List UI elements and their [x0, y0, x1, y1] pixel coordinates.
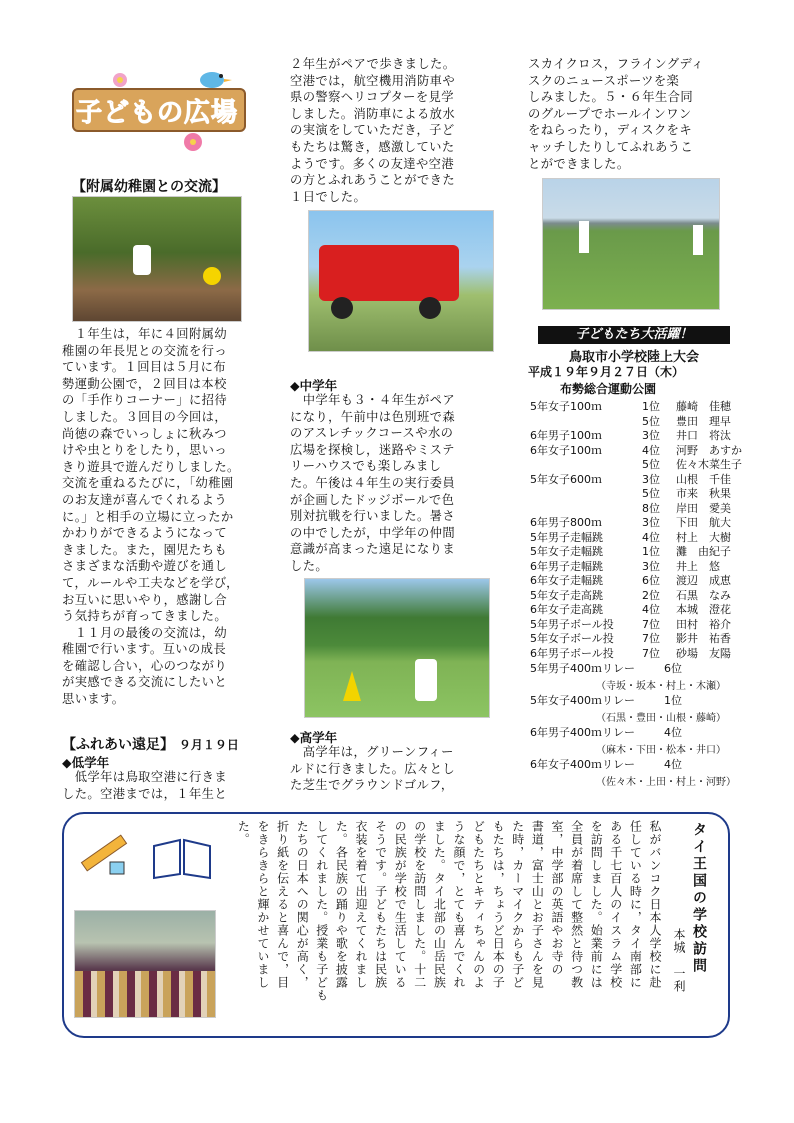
relay-row [530, 694, 682, 709]
result-place: 4位 [642, 443, 660, 457]
result-event: 6年男子100ｍ [530, 429, 602, 442]
thai-text-column: 全員が着席して整然と待つ教 [569, 820, 584, 989]
thai-author: 本城 一利 [672, 928, 686, 993]
result-place: 3位 [642, 429, 660, 442]
relay-members: （佐々木・上田・村上・河野） [596, 777, 736, 788]
result-name: 下田 航大 [676, 516, 731, 529]
thai-text-column: どもたちとキティちゃんのよ [471, 820, 486, 989]
result-event: 5年女子100ｍ [530, 400, 602, 413]
thai-text-column: 室，中学部の英語やお寺の [550, 820, 564, 976]
thai-text-column: をきらきらと輝かせていまし [256, 820, 270, 989]
result-place: 3位 [642, 559, 660, 573]
mid-grade-body: 中学年も３・４年生がペア になり，午前中は色別班で森 のアスレチックコースや水の 広場を探検し，迷路やミステ リーハウスでも楽しみまし た。午後は４年生の実行委員 が企画したドッジボールで色 別対抗戦を行いました。暑さ の中でしたが，中学年の仲間 意識が高まった遠足になりま した。 [290, 393, 456, 573]
track-venue: 布勢総合運動公園 [560, 382, 657, 396]
result-name: 田村 裕介 [676, 617, 731, 631]
high-grade-heading: ◆高学年 [290, 730, 338, 745]
thai-text-column: の学校を訪問しました。十二 [412, 820, 427, 989]
relay-event: 5年男子400ｍリレー [530, 662, 635, 675]
thai-text-column: うな顔で，とても喜んでくれ [452, 820, 466, 989]
result-row [530, 589, 731, 604]
result-event: 5年女子走高跳 [530, 588, 603, 602]
result-event: 6年男子走幅跳 [530, 559, 603, 573]
result-row [530, 545, 731, 560]
relay-row [530, 726, 682, 741]
result-name: 井上 悠 [676, 559, 720, 573]
thai-text-column: た。 [236, 820, 251, 846]
fureai-heading [62, 734, 239, 754]
flower-icon [113, 73, 127, 87]
result-name: 石黒 なみ [676, 588, 731, 602]
dodgeball-photo [304, 578, 490, 718]
thai-text-column: 書道，富士山とお子さんを見 [530, 820, 545, 989]
high-grade-body-cont: スカイクロス，フライングディ スクのニュースポーツを楽 しみました。５・６年生合同 のグループでホールインワン をねらったり，ディスクをキ ャッチしたりしてふれあうこ とができました。 [528, 57, 704, 171]
result-place: 2位 [642, 588, 660, 602]
result-row [530, 429, 731, 444]
result-row [530, 560, 720, 575]
result-row [530, 487, 731, 502]
result-row [530, 400, 731, 415]
relay-event: 6年男子400ｍリレー [530, 726, 635, 739]
result-place: 5位 [642, 414, 660, 428]
fire-engine-photo [308, 210, 494, 352]
grass-field-photo [542, 178, 720, 310]
thai-text-column: 折り紙を伝えると喜んで，目 [275, 820, 290, 989]
thai-text-column: たちの日本への関心が高く， [295, 820, 310, 989]
result-place: 5位 [642, 458, 660, 471]
flower-icon [178, 130, 208, 154]
flower-bird-decoration [100, 66, 250, 96]
result-event: 6年女子100ｍ [530, 443, 602, 457]
result-place: 8位 [642, 501, 660, 515]
relay-members: （麻木・下田・松本・井口） [596, 745, 726, 756]
mid-grade-heading: ◆中学年 [290, 378, 338, 393]
result-name: 灘 由紀子 [676, 545, 731, 558]
relay-place: 4位 [664, 758, 682, 771]
thai-school-photo [74, 910, 216, 1018]
result-name: 本城 澄花 [676, 603, 731, 616]
fureai-title: 【ふれあい遠足】 [62, 737, 174, 753]
book-icon [150, 836, 214, 880]
thai-text-column: 任している時に，タイ南部に [628, 820, 643, 989]
kinder-body: １年生は，年に４回附属幼 稚園の年長児との交流を行っ ています。１回目は５月に布 勢運動公園で，２回目は本校 の「手作りコーナー」に招待 しました。３回目の今回は， 尚徳の森でいっしょに秋みつ けや虫とりをしたり，思いっ きり遊具で遊んだりしました。 交流を重ねるたびに，「幼稚園 のお友達が喜んでくれるよう に。」と相手の立場に立ったか かわりができるようになって きました。また，園児たちも さまざまな活動や遊びを通し て，ルールや工夫などを学び， お互いに思いやり，感謝し合 う気持ちが育ってきました。 １１月の最後の交流は，幼 稚園で行います。互いの成長 を確認し合い，心のつながり が実感できる交流にしたいと 思います。 [62, 327, 240, 707]
result-row [530, 502, 731, 517]
thai-title: タイ王国の学校訪問 [691, 822, 707, 975]
thai-text-column: た時，カーマイクからも子ど [510, 820, 525, 989]
result-row [530, 531, 731, 546]
result-place: 6位 [642, 574, 660, 587]
result-event: 5年女子走幅跳 [530, 545, 603, 558]
result-row [530, 603, 731, 618]
result-name: 渡辺 成恵 [676, 574, 731, 587]
result-place: 4位 [642, 530, 660, 544]
result-row [530, 473, 731, 488]
relay-place: 1位 [664, 694, 682, 707]
thai-text-column: の民族が学校で生活している [393, 820, 408, 989]
result-place: 7位 [642, 646, 660, 660]
kinder-photo [72, 196, 242, 322]
pencil-icon [74, 826, 136, 882]
result-event: 5年女子ボール投 [530, 632, 614, 645]
result-row [530, 415, 731, 430]
result-name: 市来 秋果 [676, 487, 731, 500]
result-row [530, 574, 731, 589]
relay-members: （寺坂・坂本・村上・木瀬） [596, 681, 726, 692]
result-event: 5年男子走幅跳 [530, 530, 603, 544]
relay-members: （石黒・豊田・山根・藤崎） [596, 713, 726, 724]
thai-text-column: 衣装を着て出迎えてくれまし [354, 820, 368, 989]
result-name: 山根 千佳 [676, 472, 731, 486]
result-place: 1位 [642, 545, 660, 558]
track-banner: 子どもたち大活躍！ [538, 326, 730, 344]
result-event: 6年男子800ｍ [530, 516, 602, 529]
track-title: 鳥取市小学校陸上大会 [568, 350, 699, 365]
result-name: 砂場 友陽 [676, 646, 731, 660]
relay-event: 5年女子400ｍリレー [530, 694, 635, 707]
result-place: 1位 [642, 400, 660, 413]
result-place: 4位 [642, 603, 660, 616]
track-date: 平成１９年９月２７日（木） [528, 365, 685, 379]
thai-text-column: ました。タイ北部の山岳民族 [432, 820, 447, 989]
thai-text-column: してくれました。授業も子ども [314, 820, 329, 1002]
kinder-heading: 【附属幼稚園との交流】 [72, 179, 226, 195]
result-name: 河野 あすか [676, 443, 742, 457]
thai-text-column: 私がバンコク日本人学校に赴 [648, 820, 662, 989]
result-name: 村上 大樹 [676, 530, 731, 544]
relay-row [530, 758, 682, 773]
thai-text-column: もたちは，ちょうど日本の子 [491, 820, 506, 989]
fureai-date: ９月１９日 [178, 738, 239, 752]
low-grade-heading: ◆低学年 [62, 755, 110, 770]
result-event: 5年女子600ｍ [530, 472, 602, 486]
result-event: 6年男子ボール投 [530, 646, 614, 660]
result-place: 7位 [642, 617, 660, 631]
result-place: 3位 [642, 472, 660, 486]
page-title: 子どもの広場 [76, 98, 239, 128]
result-row [530, 618, 731, 633]
result-event: 6年女子走幅跳 [530, 574, 603, 587]
result-row [530, 632, 731, 647]
high-grade-body: 高学年は，グリーンフィー ルドに行きました。広々とし た芝生でグラウンドゴルフ， [290, 745, 456, 793]
low-grade-body: 低学年は鳥取空港に行きま した。空港までは，１年生と [62, 770, 228, 801]
result-name: 佐々木菜生子 [676, 458, 742, 471]
relay-place: 4位 [664, 726, 682, 739]
result-place: 7位 [642, 632, 660, 645]
result-place: 3位 [642, 516, 660, 529]
result-name: 藤崎 佳穂 [676, 400, 731, 413]
result-event: 5年男子ボール投 [530, 617, 614, 631]
thai-text-column: ある千七百人のイスラム学校 [608, 820, 623, 989]
relay-place: 6位 [664, 662, 682, 675]
relay-row [530, 662, 682, 677]
thai-text-column: た。各民族の踊りや歌を披露 [334, 820, 349, 989]
thai-text-column: そうです。子どもたちは民族 [373, 820, 388, 989]
result-row [530, 516, 731, 531]
relay-event: 6年女子400ｍリレー [530, 758, 635, 771]
result-name: 影井 祐香 [676, 632, 731, 645]
result-event: 6年女子走高跳 [530, 603, 603, 616]
result-row [530, 458, 742, 473]
result-place: 5位 [642, 487, 660, 500]
low-grade-body-cont: ２年生がペアで歩きました。 空港では，航空機用消防車や 県の警察ヘリコプターを見学 しました。消防車による放水 の実演をしていただき，子ど もたちは驚き，感激していた ようです。多くの友達や空港 の方とふれあうことができた １日でした。 [290, 57, 456, 204]
result-name: 岸田 愛美 [676, 501, 731, 515]
bird-icon [200, 72, 232, 88]
result-row [530, 444, 742, 459]
result-name: 豊田 理早 [676, 414, 731, 428]
result-name: 井口 将汰 [676, 429, 731, 442]
result-row [530, 647, 731, 662]
thai-text-column: を訪問しました。始業前には [589, 820, 604, 989]
